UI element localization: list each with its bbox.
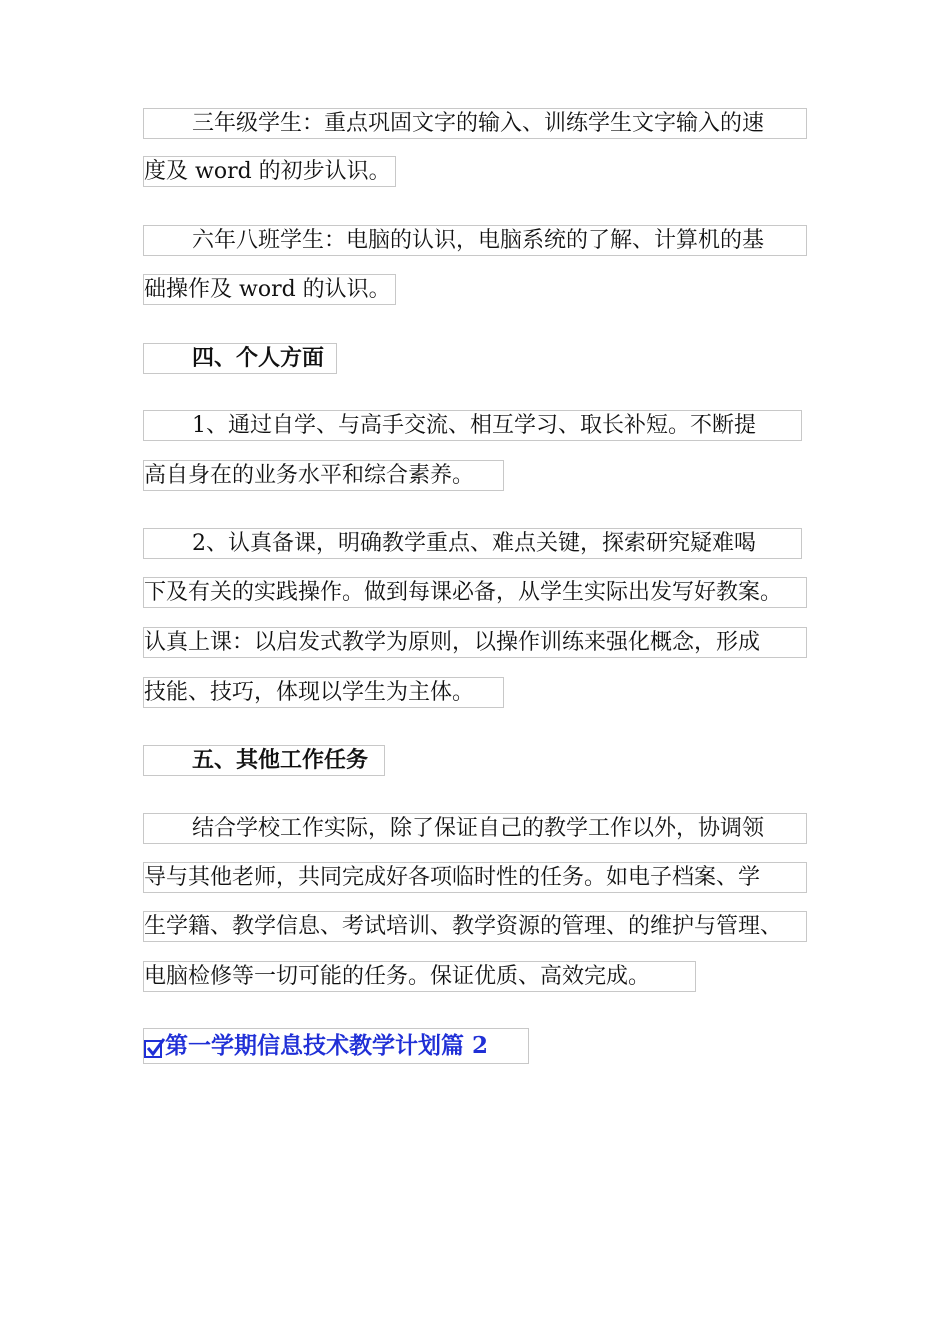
paragraph-5-line-1: 结合学校工作实际，除了保证自己的教学工作以外，协调领 [143, 813, 807, 844]
paragraph-4-line-4: 技能、技巧，体现以学生为主体。 [143, 677, 504, 708]
paragraph-3-line-1: 1、通过自学、与高手交流、相互学习、取长补短。不断提 [143, 410, 802, 441]
section-heading-other-tasks: 五、其他工作任务 [143, 745, 385, 776]
paragraph-1-line-2: 度及 word 的初步认识。 [143, 156, 396, 187]
section-heading-personal: 四、个人方面 [143, 343, 337, 374]
section-title-text: 第一学期信息技术教学计划篇 2 [165, 1032, 489, 1059]
section-title [143, 1028, 529, 1064]
paragraph-2-line-2: 础操作及 word 的认识。 [143, 274, 396, 305]
paragraph-5-line-2: 导与其他老师，共同完成好各项临时性的任务。如电子档案、学 [143, 862, 807, 893]
paragraph-4-line-3: 认真上课：以启发式教学为原则，以操作训练来强化概念，形成 [143, 627, 807, 658]
paragraph-2-line-1: 六年八班学生：电脑的认识，电脑系统的了解、计算机的基 [143, 225, 807, 256]
checkbox-checked-icon [144, 1040, 162, 1058]
paragraph-4-line-1: 2、认真备课，明确教学重点、难点关键，探索研究疑难喝 [143, 528, 802, 559]
paragraph-4-line-2: 下及有关的实践操作。做到每课必备，从学生实际出发写好教案。 [143, 577, 807, 608]
paragraph-3-line-2: 高自身在的业务水平和综合素养。 [143, 460, 504, 491]
paragraph-1-line-1: 三年级学生：重点巩固文字的输入、训练学生文字输入的速 [143, 108, 807, 139]
paragraph-5-line-3: 生学籍、教学信息、考试培训、教学资源的管理、的维护与管理、 [143, 911, 807, 942]
paragraph-5-line-4: 电脑检修等一切可能的任务。保证优质、高效完成。 [143, 961, 696, 992]
